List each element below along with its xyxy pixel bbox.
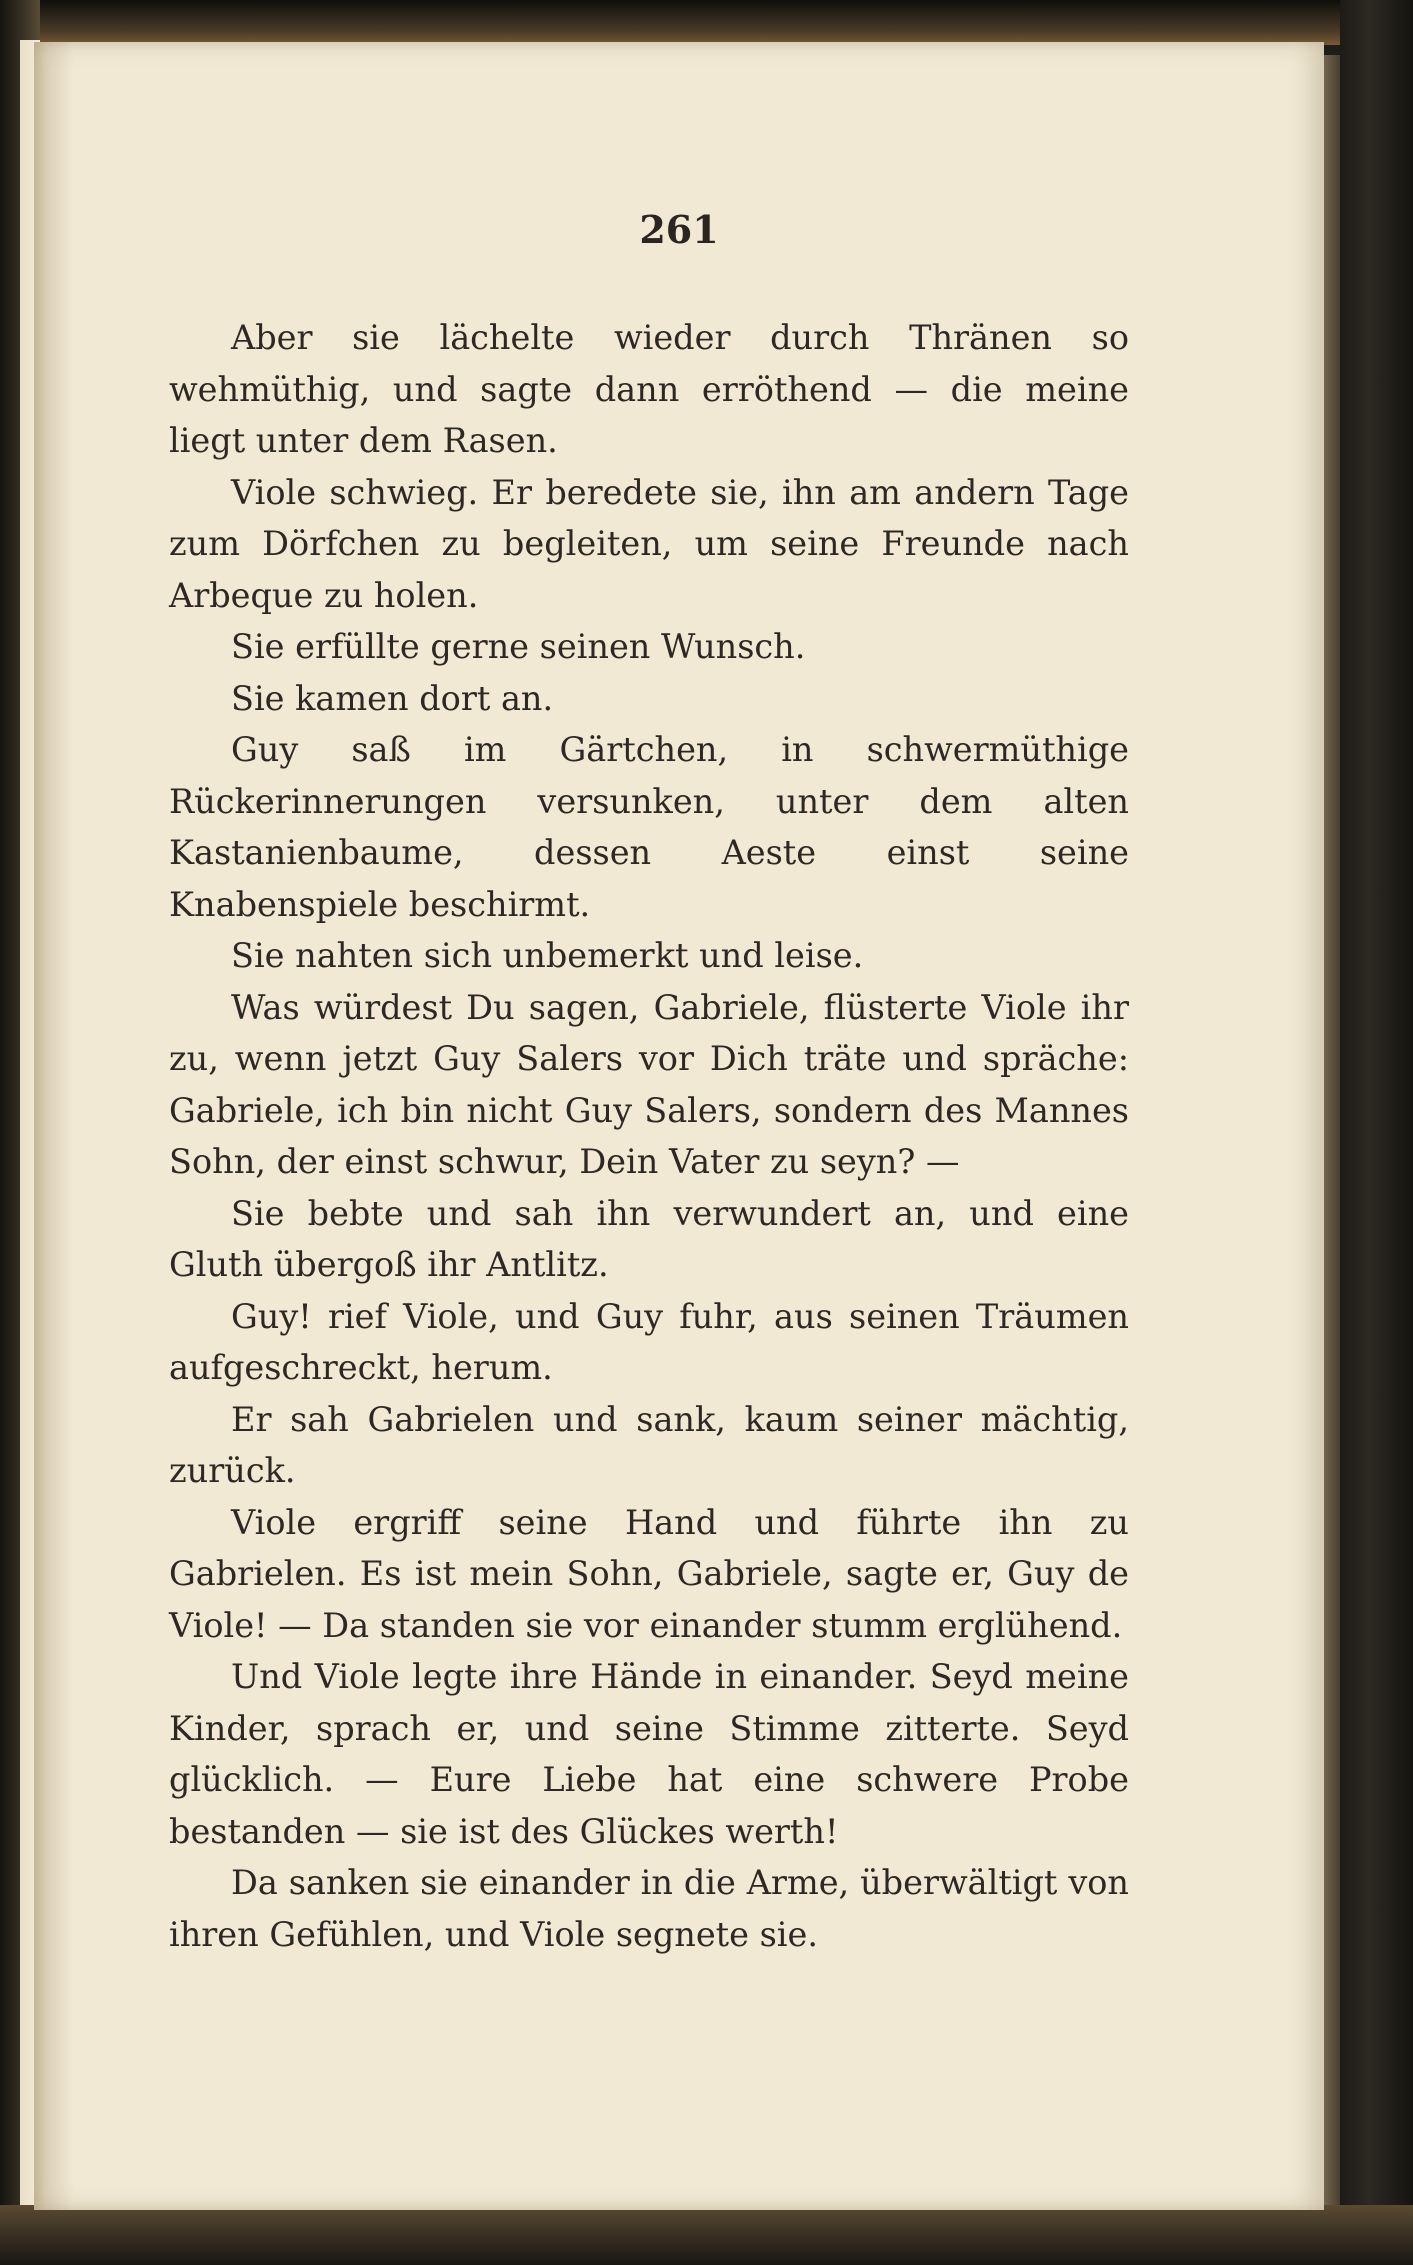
paragraph: Sie kamen dort an. (231, 678, 554, 718)
gutter-shadow (34, 42, 74, 2210)
paragraph: Sie erfüllte gerne seinen Wunsch. (231, 627, 806, 666)
page-number: 261 (639, 207, 719, 252)
book-bottom-edge (0, 2205, 1413, 2265)
paragraph: Da sanken sie einander in die Arme, überwältigt von ihren Gefühlen, und Viole segnete sie. (169, 1863, 1129, 1954)
book-top-edge (0, 0, 1413, 45)
paragraph: Und Viole legte ihre Hände in einander. Seyd meine Kinder, sprach er, und seine Stimme zitterte. Seyd glücklich. — Eure Liebe hat eine schwere Probe bestanden — sie ist des Glückes werth! (169, 1657, 1129, 1851)
book-cover-right (1340, 0, 1413, 2265)
paragraph: Aber sie lächelte wieder durch Thränen so wehmüthig, und sagte dann erröthend — die meine liegt unter dem Rasen. (169, 318, 1129, 460)
paragraph: Viole ergriff seine Hand und führte ihn zu Gabrielen. Es ist mein Sohn, Gabriele, sagte er, Guy de Viole! — Da standen sie vor einander stumm erglühend. (169, 1502, 1129, 1645)
paragraph: Was würdest Du sagen, Gabriele, flüsterte Viole ihr zu, wenn jetzt Guy Salers vor Dich träte und spräche: Gabriele, ich bin nicht Guy Salers, sondern des Mannes Sohn, der einst schwur, Dein Vater zu seyn? — (169, 987, 1129, 1181)
paragraph: Viole schwieg. Er beredete sie, ihn am andern Tage zum Dörfchen zu begleiten, um seine Freunde nach Arbeque zu holen. (169, 472, 1129, 615)
paragraph: Guy! rief Viole, und Guy fuhr, aus seinen Träumen aufgeschreckt, herum. (169, 1296, 1129, 1387)
body-text (169, 312, 1129, 1960)
paragraph: Guy saß im Gärtchen, in schwermüthige Rückerinnerungen versunken, unter dem alten Kastanienbaume, dessen Aeste einst seine Knabenspiele beschirmt. (169, 730, 1129, 924)
paragraph: Sie bebte und sah ihn verwundert an, und eine Gluth übergoß ihr Antlitz. (169, 1193, 1129, 1284)
book-page (34, 42, 1324, 2210)
paragraph: Sie nahten sich unbemerkt und leise. (231, 936, 864, 975)
paragraph: Er sah Gabrielen und sank, kaum seiner mächtig, zurück. (169, 1399, 1129, 1490)
